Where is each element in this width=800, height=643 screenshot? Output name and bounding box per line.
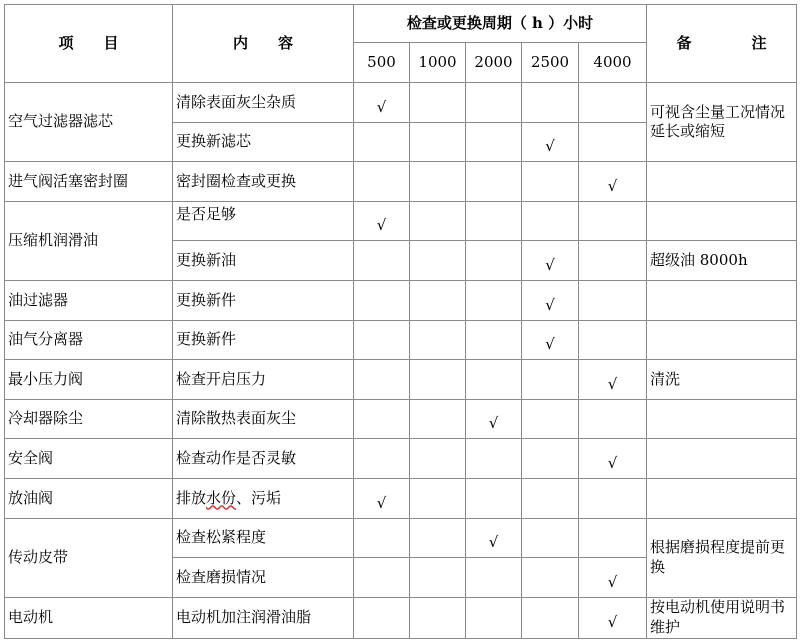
item-cell: 冷却器除尘 bbox=[5, 399, 173, 439]
remark-cell bbox=[647, 320, 797, 360]
period-cell-4000 bbox=[579, 518, 647, 558]
table-row bbox=[5, 439, 797, 479]
table-row bbox=[5, 479, 797, 519]
period-cell-1000 bbox=[410, 122, 466, 162]
period-cell-2500 bbox=[522, 122, 579, 162]
content-cell: 更换新件 bbox=[173, 281, 354, 321]
table-row bbox=[5, 360, 797, 400]
period-cell-500 bbox=[354, 83, 410, 123]
table-row bbox=[5, 162, 797, 202]
period-cell-1000 bbox=[410, 597, 466, 638]
check-mark: √ bbox=[607, 572, 618, 591]
header-period: 检查或更换周期（ h ）小时 bbox=[354, 5, 647, 43]
table-row bbox=[5, 518, 797, 558]
item-cell: 电动机 bbox=[5, 597, 173, 638]
header-period-4000: 4000 bbox=[579, 43, 647, 83]
item-cell: 放油阀 bbox=[5, 479, 173, 519]
period-cell-4000 bbox=[579, 399, 647, 439]
period-cell-2000 bbox=[466, 597, 522, 638]
content-cell: 清除表面灰尘杂质 bbox=[173, 83, 354, 123]
period-cell-500 bbox=[354, 518, 410, 558]
period-cell-500 bbox=[354, 558, 410, 598]
check-mark: √ bbox=[607, 454, 618, 473]
period-cell-1000 bbox=[410, 360, 466, 400]
remark-cell bbox=[647, 439, 797, 479]
period-cell-4000 bbox=[579, 558, 647, 598]
period-cell-4000 bbox=[579, 479, 647, 519]
header-content: 内 容 bbox=[173, 5, 354, 83]
period-cell-2000 bbox=[466, 83, 522, 123]
period-cell-2000 bbox=[466, 479, 522, 519]
period-cell-2000 bbox=[466, 518, 522, 558]
content-cell: 密封圈检查或更换 bbox=[173, 162, 354, 202]
period-cell-2000 bbox=[466, 360, 522, 400]
item-cell: 油气分离器 bbox=[5, 320, 173, 360]
period-cell-1000 bbox=[410, 241, 466, 281]
content-cell: 更换新滤芯 bbox=[173, 122, 354, 162]
header-period-1000: 1000 bbox=[410, 43, 466, 83]
item-cell: 最小压力阀 bbox=[5, 360, 173, 400]
check-mark: √ bbox=[376, 97, 387, 116]
period-cell-2000 bbox=[466, 241, 522, 281]
check-mark: √ bbox=[488, 533, 499, 552]
period-cell-2000 bbox=[466, 122, 522, 162]
table-body bbox=[5, 83, 797, 639]
period-cell-2000 bbox=[466, 201, 522, 241]
content-text: 排放 bbox=[176, 488, 207, 507]
period-cell-4000 bbox=[579, 241, 647, 281]
period-cell-2500 bbox=[522, 439, 579, 479]
period-cell-4000 bbox=[579, 281, 647, 321]
period-cell-2000 bbox=[466, 558, 522, 598]
check-mark: √ bbox=[607, 176, 618, 195]
content-text: 、污垢 bbox=[236, 488, 282, 507]
period-cell-2500 bbox=[522, 320, 579, 360]
period-cell-1000 bbox=[410, 399, 466, 439]
content-cell: 检查开启压力 bbox=[173, 360, 354, 400]
period-cell-2000 bbox=[466, 281, 522, 321]
content-cell: 清除散热表面灰尘 bbox=[173, 399, 354, 439]
period-cell-500 bbox=[354, 597, 410, 638]
content-cell: 检查松紧程度 bbox=[173, 518, 354, 558]
period-cell-4000 bbox=[579, 201, 647, 241]
period-cell-500 bbox=[354, 241, 410, 281]
period-cell-500 bbox=[354, 281, 410, 321]
period-cell-1000 bbox=[410, 320, 466, 360]
period-cell-2500 bbox=[522, 558, 579, 598]
period-cell-4000 bbox=[579, 597, 647, 638]
period-cell-4000 bbox=[579, 162, 647, 202]
content-cell: 更换新油 bbox=[173, 241, 354, 281]
period-cell-500 bbox=[354, 320, 410, 360]
period-cell-2500 bbox=[522, 360, 579, 400]
content-cell bbox=[173, 479, 354, 519]
table-row bbox=[5, 281, 797, 321]
period-cell-500 bbox=[354, 479, 410, 519]
period-cell-4000 bbox=[579, 320, 647, 360]
period-cell-500 bbox=[354, 201, 410, 241]
period-cell-1000 bbox=[410, 281, 466, 321]
check-mark: √ bbox=[545, 335, 555, 354]
period-cell-1000 bbox=[410, 439, 466, 479]
period-cell-2000 bbox=[466, 439, 522, 479]
remark-cell bbox=[647, 201, 797, 241]
period-cell-4000 bbox=[579, 360, 647, 400]
check-mark: √ bbox=[607, 613, 618, 632]
period-cell-2500 bbox=[522, 518, 579, 558]
item-cell: 传动皮带 bbox=[5, 518, 173, 597]
check-mark: √ bbox=[545, 137, 555, 156]
period-cell-2500 bbox=[522, 241, 579, 281]
period-cell-2500 bbox=[522, 83, 579, 123]
period-cell-500 bbox=[354, 162, 410, 202]
content-cell: 电动机加注润滑油脂 bbox=[173, 597, 354, 638]
period-cell-1000 bbox=[410, 518, 466, 558]
content-cell: 是否足够 bbox=[173, 201, 354, 241]
period-cell-4000 bbox=[579, 83, 647, 123]
period-cell-2000 bbox=[466, 162, 522, 202]
remark-cell: 按电动机使用说明书维护 bbox=[647, 597, 797, 638]
period-cell-500 bbox=[354, 439, 410, 479]
item-cell: 安全阀 bbox=[5, 439, 173, 479]
period-cell-2500 bbox=[522, 399, 579, 439]
remark-cell bbox=[647, 281, 797, 321]
period-cell-1000 bbox=[410, 201, 466, 241]
period-cell-500 bbox=[354, 399, 410, 439]
period-cell-2500 bbox=[522, 479, 579, 519]
table-row bbox=[5, 320, 797, 360]
remark-cell: 根据磨损程度提前更换 bbox=[647, 518, 797, 597]
period-cell-1000 bbox=[410, 162, 466, 202]
header-item: 项 目 bbox=[5, 5, 173, 83]
period-cell-2000 bbox=[466, 320, 522, 360]
content-cell: 更换新件 bbox=[173, 320, 354, 360]
period-cell-4000 bbox=[579, 439, 647, 479]
check-mark: √ bbox=[545, 295, 555, 314]
maintenance-table bbox=[4, 4, 797, 639]
content-cell: 检查动作是否灵敏 bbox=[173, 439, 354, 479]
remark-cell: 清洗 bbox=[647, 360, 797, 400]
remark-cell bbox=[647, 479, 797, 519]
item-cell: 空气过滤器滤芯 bbox=[5, 83, 173, 162]
header-period-2500: 2500 bbox=[522, 43, 579, 83]
header-period-500: 500 bbox=[354, 43, 410, 83]
table-row bbox=[5, 597, 797, 638]
table-row bbox=[5, 399, 797, 439]
period-cell-2500 bbox=[522, 201, 579, 241]
item-cell: 油过滤器 bbox=[5, 281, 173, 321]
period-cell-1000 bbox=[410, 558, 466, 598]
spellcheck-marked-text: 水份 bbox=[206, 488, 237, 507]
check-mark: √ bbox=[545, 255, 555, 274]
check-mark: √ bbox=[488, 414, 499, 433]
remark-cell bbox=[647, 162, 797, 202]
table-row bbox=[5, 201, 797, 241]
period-cell-500 bbox=[354, 360, 410, 400]
table-row bbox=[5, 83, 797, 123]
header-period-2000: 2000 bbox=[466, 43, 522, 83]
period-cell-1000 bbox=[410, 479, 466, 519]
content-cell: 检查磨损情况 bbox=[173, 558, 354, 598]
remark-cell: 可视含尘量工况情况延长或缩短 bbox=[647, 83, 797, 162]
item-cell: 压缩机润滑油 bbox=[5, 201, 173, 280]
period-cell-2500 bbox=[522, 281, 579, 321]
item-cell: 进气阀活塞密封圈 bbox=[5, 162, 173, 202]
period-cell-2500 bbox=[522, 162, 579, 202]
period-cell-500 bbox=[354, 122, 410, 162]
period-cell-1000 bbox=[410, 83, 466, 123]
check-mark: √ bbox=[607, 374, 618, 393]
period-cell-2000 bbox=[466, 399, 522, 439]
remark-cell: 超级油 8000h bbox=[647, 241, 797, 281]
check-mark: √ bbox=[376, 216, 387, 235]
header-remark: 备 注 bbox=[647, 5, 797, 83]
check-mark: √ bbox=[376, 493, 387, 512]
remark-cell bbox=[647, 399, 797, 439]
period-cell-4000 bbox=[579, 122, 647, 162]
period-cell-2500 bbox=[522, 597, 579, 638]
